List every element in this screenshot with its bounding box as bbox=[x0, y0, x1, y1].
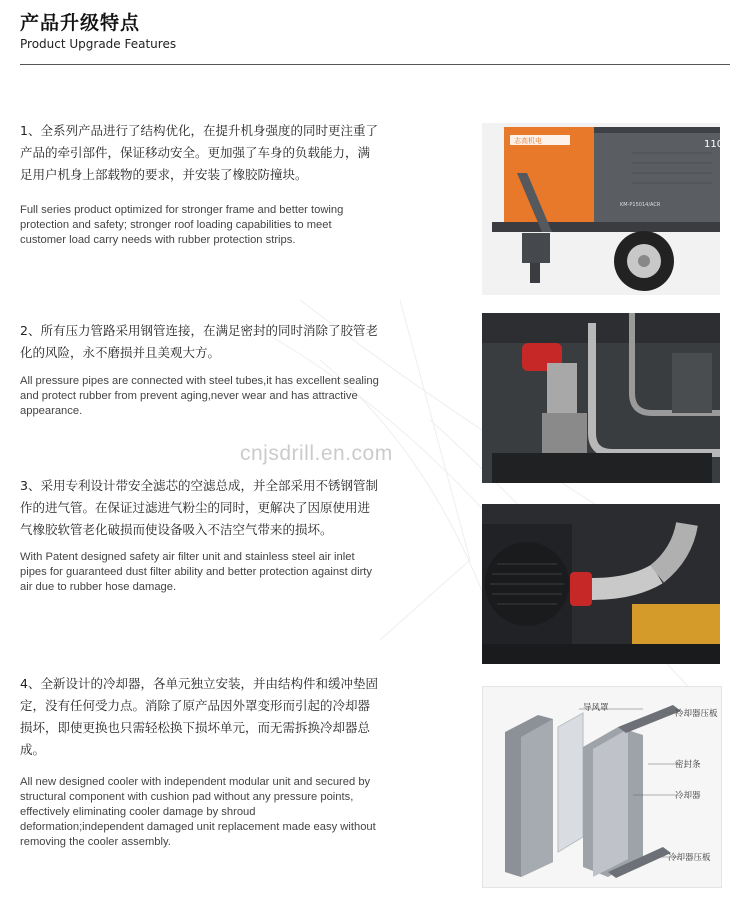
feature-2-cn: 2、所有压力管路采用钢管连接，在满足密封的同时消除了胶管老化的风险，永不磨损并且美观大方。 bbox=[20, 323, 378, 360]
feature-1-cn: 1、全系列产品进行了结构优化，在提升机身强度的同时更注重了产品的牵引部件，保证移动安全。更加强了车身的负载能力，满足用户机身上部载物的要求，并安装了橡胶防撞块。 bbox=[20, 123, 378, 182]
cooler-exploded-diagram bbox=[482, 686, 722, 888]
feature-4 bbox=[20, 673, 380, 850]
feature-4-cn: 4、全新设计的冷却器，各单元独立安装，并由结构件和缓冲垫固定，没有任何受力点。消除了原产品因外罩变形而引起的冷却器损坏，即使更换也只需轻松换下损坏单元，而无需拆换冷却器总成。 bbox=[20, 676, 378, 757]
label-shroud: 导风罩 bbox=[583, 703, 609, 713]
brand-logo-text: 志高机电 bbox=[514, 137, 542, 145]
header-divider bbox=[20, 64, 730, 65]
feature-3-en: With Patent designed safety air filter unit and stainless steel air inlet pipes for guaranteed dust filter ability and better protection against dirty air due to rubber hose damage. bbox=[20, 551, 372, 593]
feature-1 bbox=[20, 120, 380, 248]
feature-3-cn: 3、采用专利设计带安全滤芯的空滤总成，并全部采用不锈钢管制作的进气管。在保证过滤进气粉尘的同时，更解决了因原使用进气橡胶软管老化破损而使设备吸入不洁空气带来的损坏。 bbox=[20, 478, 378, 537]
feature-3 bbox=[20, 475, 380, 595]
label-cooler-plate-top: 冷却器压板 bbox=[675, 709, 718, 719]
feature-2 bbox=[20, 320, 380, 419]
watermark: cnjsdrill.en.com bbox=[240, 442, 393, 465]
model-number-text: 110 bbox=[704, 139, 724, 150]
label-seal-strip: 密封条 bbox=[675, 760, 701, 770]
air-filter-photo bbox=[482, 504, 720, 664]
page-title-en: Product Upgrade Features bbox=[20, 37, 177, 51]
feature-4-en: All new designed cooler with independent modular unit and secured by structural component with cushion pad without any pressure points, effectively eliminating cooler damage by shroud deformation;independent damaged unit replacement made easy without removing the cooler assembly. bbox=[20, 776, 376, 848]
feature-2-en: All pressure pipes are connected with steel tubes,it has excellent sealing and protect rubber from prevent aging,never wear and has attractive appearance. bbox=[20, 375, 379, 417]
label-cooler-plate-bottom: 冷却器压板 bbox=[668, 853, 711, 863]
towable-compressor-photo bbox=[482, 123, 724, 295]
label-cooler: 冷却器 bbox=[675, 791, 701, 801]
page-title-cn: 产品升级特点 bbox=[20, 12, 141, 34]
feature-1-en: Full series product optimized for stronger frame and better towing protection and safety; stronger roof loading capabilities to meet customer load carry needs with rubber protection strips. bbox=[20, 204, 344, 246]
model-plate-text: KM-P15014/ACR bbox=[620, 202, 661, 208]
steel-pipes-photo bbox=[482, 313, 720, 483]
